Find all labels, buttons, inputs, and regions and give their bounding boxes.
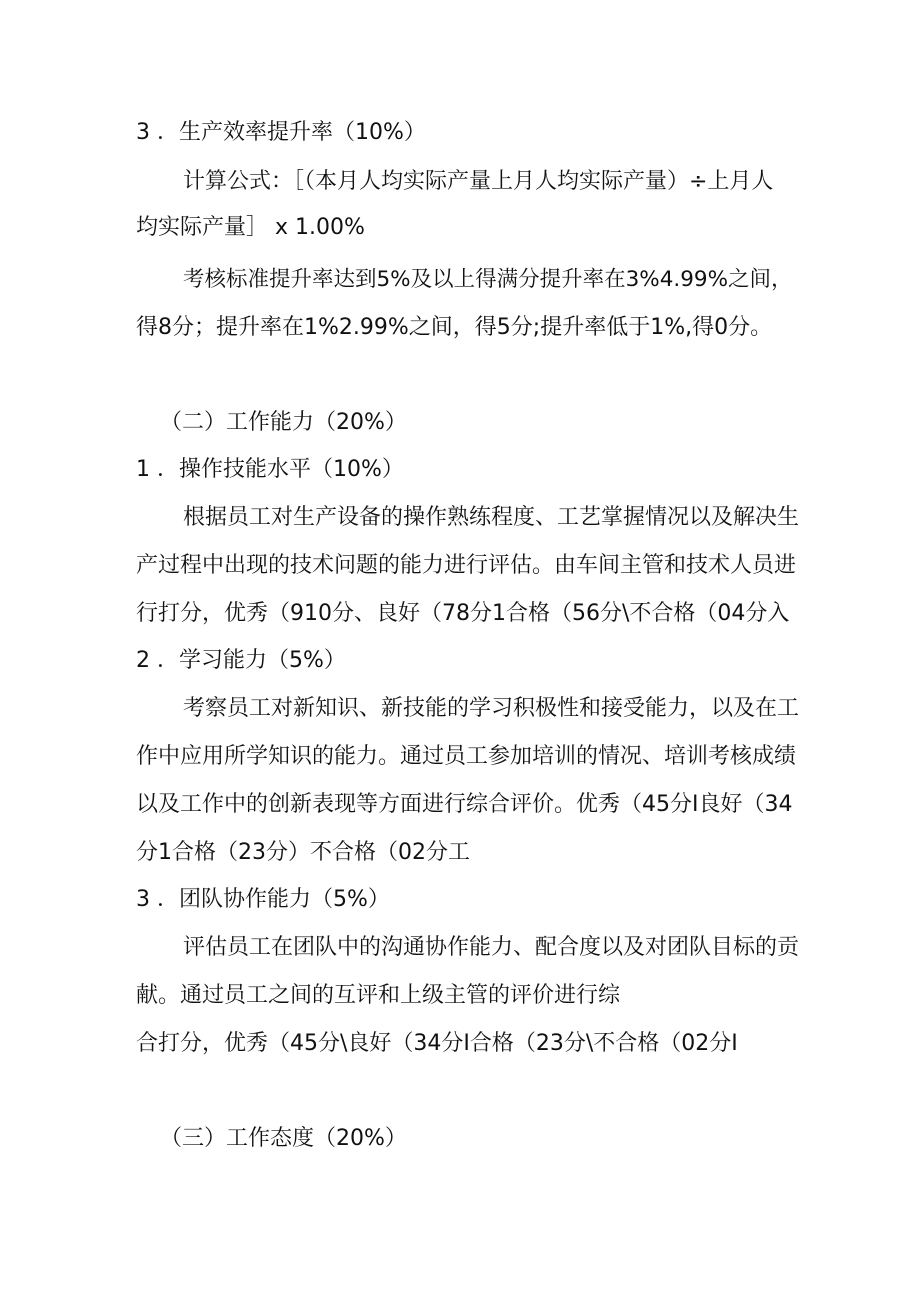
teamwork-text-2: 献。通过员工之间的互评和上级主管的评价进行综 xyxy=(136,983,621,1008)
heading-operation-skill: 1 ．操作技能水平（10%） xyxy=(136,457,404,482)
section-heading-work-attitude: （三）工作态度（20%） xyxy=(160,1126,407,1151)
criteria-line-2: 得8分；提升率在1%2.99%之间，得5分;提升率低于1%,得0分。 xyxy=(136,315,773,340)
heading-production-efficiency: 3 ．生产效率提升率（10%） xyxy=(136,120,426,145)
operation-skill-text-1: 根据员工对生产设备的操作熟练程度、工艺掌握情况以及解决生 xyxy=(183,505,800,530)
criteria-line-1: 考核标准提升率达到5%及以上得满分提升率在3%4.99%之间， xyxy=(183,267,793,292)
heading-teamwork: 3 ．团队协作能力（5%） xyxy=(136,887,390,912)
learning-ability-text-4: 分1合格（23分）不合格（02分工 xyxy=(136,840,470,865)
operation-skill-text-2: 产过程中出现的技术问题的能力进行评估。由车间主管和技术人员进 xyxy=(136,553,797,578)
teamwork-text-1: 评估员工在团队中的沟通协作能力、配合度以及对团队目标的贡 xyxy=(183,935,800,960)
learning-ability-text-3: 以及工作中的创新表现等方面进行综合评价。优秀（45分I良好（34 xyxy=(136,792,793,817)
formula-line-2: 均实际产量］ x 1.00% xyxy=(136,215,365,240)
learning-ability-text-2: 作中应用所学知识的能力。通过员工参加培训的情况、培训考核成绩 xyxy=(136,744,797,769)
heading-learning-ability: 2 ．学习能力（5%） xyxy=(136,648,346,673)
formula-line-1: 计算公式：［（本月人均实际产量上月人均实际产量）÷上月人 xyxy=(183,169,774,194)
section-heading-work-ability: （二）工作能力（20%） xyxy=(160,410,407,435)
learning-ability-text-1: 考察员工对新知识、新技能的学习积极性和接受能力，以及在工 xyxy=(183,696,800,721)
teamwork-text-3: 合打分，优秀（45分\良好（34分I合格（23分\不合格（02分I xyxy=(136,1031,738,1056)
operation-skill-text-3: 行打分，优秀（910分、良好（78分1合格（56分\不合格（04分入 xyxy=(136,601,790,626)
